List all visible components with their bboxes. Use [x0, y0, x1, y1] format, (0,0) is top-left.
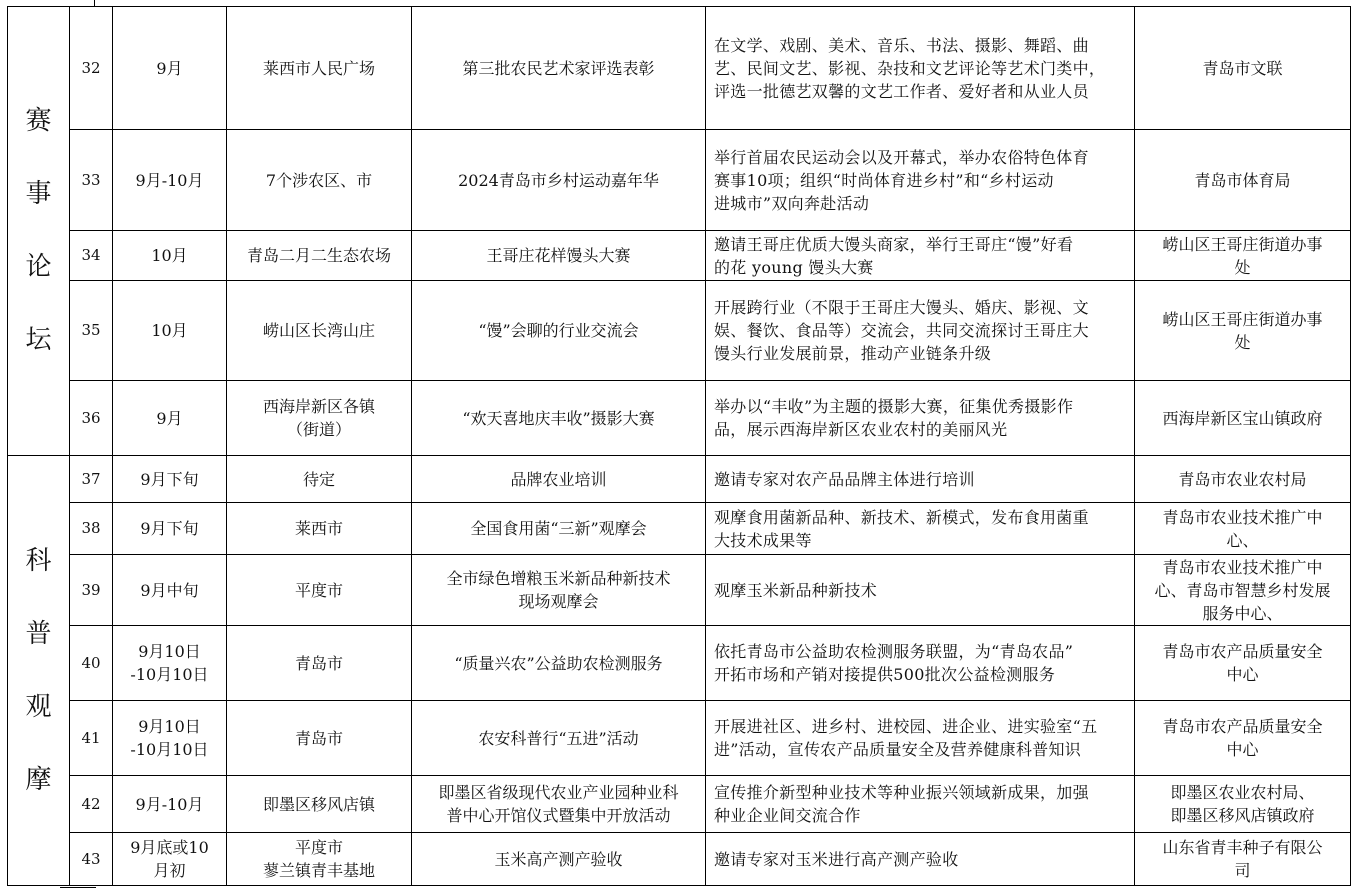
row-time-line: 9月下旬	[140, 519, 199, 538]
row-place-cell	[227, 626, 412, 701]
row-place-line: 蓼兰镇青丰基地	[262, 861, 375, 880]
row-organizer-line: 青岛市农产品质量安全	[1162, 642, 1323, 661]
row-number-cell: 39	[70, 555, 113, 626]
table-body	[8, 7, 1351, 886]
table-row	[8, 7, 1351, 130]
row-time-cell	[113, 701, 227, 776]
row-organizer-line: 司	[1234, 861, 1251, 880]
row-place-line: 青岛市	[294, 653, 343, 673]
row-content-line: 馒头行业发展前景，推动产业链条升级	[714, 344, 992, 363]
row-content-cell	[706, 231, 1135, 281]
row-organizer-line: 崂山区王哥庄街道办事	[1162, 234, 1323, 254]
row-organizer-line: 心、青岛市智慧乡村发展	[1154, 580, 1331, 600]
row-activity-name-line: 品牌农业培训	[510, 469, 607, 489]
row-time-line: 9月底或10	[130, 838, 209, 857]
category-char: 论	[25, 252, 52, 282]
row-activity-name-cell	[412, 555, 706, 626]
row-number-cell: 43	[70, 833, 113, 886]
category-char: 观	[25, 691, 52, 722]
row-time-cell	[113, 130, 227, 231]
row-place-line: 莱西市人民广场	[262, 58, 375, 78]
row-content-line: 举办以“丰收”为主题的摄影大赛，征集优秀摄影作	[714, 397, 1074, 416]
row-content-cell	[706, 626, 1135, 701]
category-char: 普	[25, 618, 52, 649]
row-content-line: 大技术成果等	[714, 530, 812, 550]
row-place-cell	[227, 555, 412, 626]
row-organizer-line: 处	[1234, 332, 1251, 352]
row-activity-name-cell	[412, 701, 706, 776]
row-place-line: 西海岸新区各镇	[262, 397, 375, 416]
row-content-cell	[706, 7, 1135, 130]
row-number-cell: 35	[70, 281, 113, 381]
row-content-line: 观摩玉米新品种新技术	[714, 580, 878, 600]
row-organizer-cell	[1135, 456, 1351, 503]
row-time-line: 9月	[156, 408, 183, 428]
row-organizer-cell	[1135, 555, 1351, 626]
row-place-line: （街道）	[286, 420, 351, 439]
row-activity-name-cell	[412, 456, 706, 503]
row-time-cell	[113, 503, 227, 555]
row-organizer-cell	[1135, 281, 1351, 381]
row-organizer-line: 心、	[1226, 530, 1259, 550]
row-time-line: 10月	[151, 321, 188, 340]
row-content-line: 评选一批德艺双馨的文艺工作者、爱好者和从业人员	[714, 81, 1089, 101]
row-place-line: 待定	[302, 469, 335, 489]
row-content-cell	[706, 281, 1135, 381]
row-content-line: 依托青岛市公益助农检测服务联盟，为“青岛农品”	[714, 642, 1074, 661]
row-time-line: 月初	[153, 861, 186, 880]
category-cell	[8, 7, 70, 456]
row-organizer-line: 中心	[1226, 665, 1259, 684]
row-time-cell	[113, 231, 227, 281]
row-content-line: 邀请专家对玉米进行高产测产验收	[714, 849, 959, 869]
row-organizer-cell	[1135, 833, 1351, 886]
table-row	[8, 555, 1351, 626]
row-number-cell: 34	[70, 231, 113, 281]
row-activity-name-cell	[412, 281, 706, 381]
row-organizer-cell	[1135, 231, 1351, 281]
row-organizer-cell	[1135, 626, 1351, 701]
row-activity-name-line: “馒”会聊的行业交流会	[478, 321, 639, 340]
row-content-cell	[706, 381, 1135, 456]
row-place-cell	[227, 231, 412, 281]
row-place-line: 即墨区移风店镇	[262, 794, 375, 814]
row-place-line: 平度市	[294, 838, 343, 857]
category-char: 摩	[25, 764, 52, 795]
row-place-cell	[227, 130, 412, 231]
row-organizer-cell	[1135, 381, 1351, 456]
row-content-line: 进城市”双向奔赴活动	[714, 193, 870, 213]
row-organizer-line: 即墨区农业农村局、	[1170, 783, 1315, 802]
category-char: 事	[25, 179, 52, 209]
table-row	[8, 130, 1351, 231]
row-time-line: 9月下旬	[140, 469, 199, 489]
row-place-line: 平度市	[294, 580, 343, 600]
row-activity-name-line: 现场观摩会	[518, 592, 599, 611]
row-number-cell: 40	[70, 626, 113, 701]
row-activity-name-cell	[412, 7, 706, 130]
category-char: 坛	[25, 325, 52, 355]
row-place-cell	[227, 503, 412, 555]
row-place-cell	[227, 833, 412, 886]
row-place-cell	[227, 381, 412, 456]
row-activity-name-cell	[412, 776, 706, 833]
row-number-cell: 32	[70, 7, 113, 130]
row-time-line: 9月-10月	[135, 170, 204, 190]
row-place-line: 青岛市	[294, 728, 343, 748]
row-time-cell	[113, 776, 227, 833]
table-row	[8, 503, 1351, 555]
row-organizer-line: 青岛市体育局	[1194, 170, 1291, 190]
category-cell	[8, 456, 70, 886]
table-row	[8, 833, 1351, 886]
row-content-line: 观摩食用菌新品种、新技术、新模式，发布食用菌重	[714, 507, 1089, 527]
row-organizer-line: 山东省青丰种子有限公	[1162, 838, 1323, 857]
row-content-line: 开拓市场和产销对接提供500批次公益检测服务	[714, 665, 1056, 684]
row-number-cell: 42	[70, 776, 113, 833]
row-place-line: 7个涉农区、市	[265, 170, 373, 190]
row-activity-name-cell	[412, 381, 706, 456]
row-time-line: 10月	[151, 246, 188, 265]
table-row	[8, 701, 1351, 776]
row-content-line: 邀请专家对农产品品牌主体进行培训	[714, 469, 975, 489]
row-time-line: 9月中旬	[140, 580, 199, 600]
row-organizer-line: 青岛市农产品质量安全	[1162, 717, 1323, 736]
row-time-line: -10月10日	[130, 665, 209, 684]
row-activity-name-line: 全市绿色增粮玉米新品种新技术	[446, 569, 671, 588]
row-place-line: 青岛二月二生态农场	[246, 246, 391, 265]
row-activity-name-cell	[412, 130, 706, 231]
row-place-cell	[227, 701, 412, 776]
row-organizer-line: 西海岸新区宝山镇政府	[1162, 408, 1323, 428]
row-organizer-line: 处	[1234, 257, 1251, 277]
row-content-line: 品，展示西海岸新区农业农村的美丽风光	[714, 420, 1008, 439]
category-char: 赛	[25, 106, 52, 136]
row-activity-name-line: “质量兴农”公益助农检测服务	[454, 653, 663, 673]
row-activity-name-cell	[412, 626, 706, 701]
row-time-line: 9月	[156, 58, 183, 78]
row-content-cell	[706, 555, 1135, 626]
row-content-line: 种业企业间交流合作	[714, 806, 861, 825]
row-activity-name-line: “欢天喜地庆丰收”摄影大赛	[462, 408, 655, 428]
row-place-line: 崂山区长湾山庄	[262, 321, 375, 340]
row-content-line: 在文学、戏剧、美术、音乐、书法、摄影、舞蹈、曲	[714, 35, 1089, 55]
table-row	[8, 381, 1351, 456]
row-activity-name-line: 玉米高产测产验收	[494, 849, 623, 869]
row-organizer-line: 青岛市农业技术推广中	[1162, 507, 1323, 527]
row-content-cell	[706, 776, 1135, 833]
category-label	[8, 85, 69, 377]
row-activity-name-line: 王哥庄花样馒头大赛	[486, 246, 631, 265]
category-label	[8, 525, 69, 817]
row-time-cell	[113, 626, 227, 701]
row-organizer-line: 青岛市农业技术推广中	[1162, 557, 1323, 577]
row-content-line: 进”活动，宣传农产品质量安全及营养健康科普知识	[714, 740, 1082, 759]
row-activity-name-line: 全国食用菌“三新”观摩会	[470, 519, 647, 538]
row-content-line: 宣传推介新型种业技术等种业振兴领域新成果，加强	[714, 783, 1089, 802]
row-number-cell: 38	[70, 503, 113, 555]
row-number-cell: 36	[70, 381, 113, 456]
row-time-cell	[113, 456, 227, 503]
table-row	[8, 231, 1351, 281]
row-time-cell	[113, 833, 227, 886]
row-content-line: 的花 young 馒头大赛	[714, 257, 874, 277]
row-place-cell	[227, 281, 412, 381]
row-time-cell	[113, 555, 227, 626]
row-organizer-line: 即墨区移风店镇政府	[1170, 806, 1315, 825]
row-number-cell: 37	[70, 456, 113, 503]
row-place-cell	[227, 456, 412, 503]
row-activity-name-line: 2024青岛市乡村运动嘉年华	[458, 170, 659, 190]
row-time-line: 9月-10月	[135, 794, 204, 814]
row-activity-name-line: 农安科普行“五进”活动	[478, 728, 639, 748]
row-organizer-cell	[1135, 130, 1351, 231]
row-place-cell	[227, 776, 412, 833]
row-activity-name-line: 即墨区省级现代农业产业园种业科	[438, 783, 679, 802]
row-time-cell	[113, 7, 227, 130]
row-time-line: -10月10日	[130, 740, 209, 759]
row-organizer-cell	[1135, 701, 1351, 776]
row-time-cell	[113, 381, 227, 456]
row-organizer-cell	[1135, 7, 1351, 130]
row-time-line: 9月10日	[138, 717, 201, 736]
row-number-cell: 33	[70, 130, 113, 231]
row-content-line: 开展跨行业（不限于王哥庄大馒头、婚庆、影视、文	[714, 298, 1089, 317]
row-organizer-cell	[1135, 503, 1351, 555]
row-time-cell	[113, 281, 227, 381]
row-number-cell: 41	[70, 701, 113, 776]
category-char: 科	[25, 545, 52, 576]
row-content-cell	[706, 503, 1135, 555]
row-time-line: 9月10日	[138, 642, 201, 661]
row-content-line: 赛事10项；组织“时尚体育进乡村”和“乡村运动	[714, 170, 1054, 190]
row-content-cell	[706, 701, 1135, 776]
activity-table	[7, 6, 1351, 886]
row-activity-name-line: 第三批农民艺术家评选表彰	[462, 58, 655, 78]
row-activity-name-cell	[412, 231, 706, 281]
row-activity-name-line: 普中心开馆仪式暨集中开放活动	[446, 806, 671, 825]
row-content-line: 开展进社区、进乡村、进校园、进企业、进实验室“五	[714, 717, 1098, 736]
row-activity-name-cell	[412, 503, 706, 555]
row-content-line: 邀请王哥庄优质大馒头商家，举行王哥庄“馒”好看	[714, 234, 1074, 254]
row-content-line: 举行首届农民运动会以及开幕式，举办农俗特色体育	[714, 147, 1089, 167]
row-content-line: 娱、餐饮、食品等）交流会，共同交流探讨王哥庄大	[714, 321, 1089, 340]
table-row	[8, 456, 1351, 503]
row-organizer-line: 服务中心、	[1202, 603, 1283, 623]
row-activity-name-cell	[412, 833, 706, 886]
row-place-cell	[227, 7, 412, 130]
table-row	[8, 281, 1351, 381]
row-organizer-line: 崂山区王哥庄街道办事	[1162, 309, 1323, 329]
row-content-cell	[706, 833, 1135, 886]
row-organizer-cell	[1135, 776, 1351, 833]
row-place-line: 莱西市	[294, 519, 343, 538]
row-content-cell	[706, 130, 1135, 231]
row-organizer-line: 中心	[1226, 740, 1259, 759]
table-row	[8, 776, 1351, 833]
row-content-line: 艺、民间文艺、影视、杂技和文艺评论等艺术门类中，	[714, 58, 1106, 78]
row-organizer-line: 青岛市农业农村局	[1178, 469, 1307, 489]
row-organizer-line: 青岛市文联	[1202, 58, 1283, 78]
footer-rule	[60, 887, 96, 888]
row-content-cell	[706, 456, 1135, 503]
table-row	[8, 626, 1351, 701]
